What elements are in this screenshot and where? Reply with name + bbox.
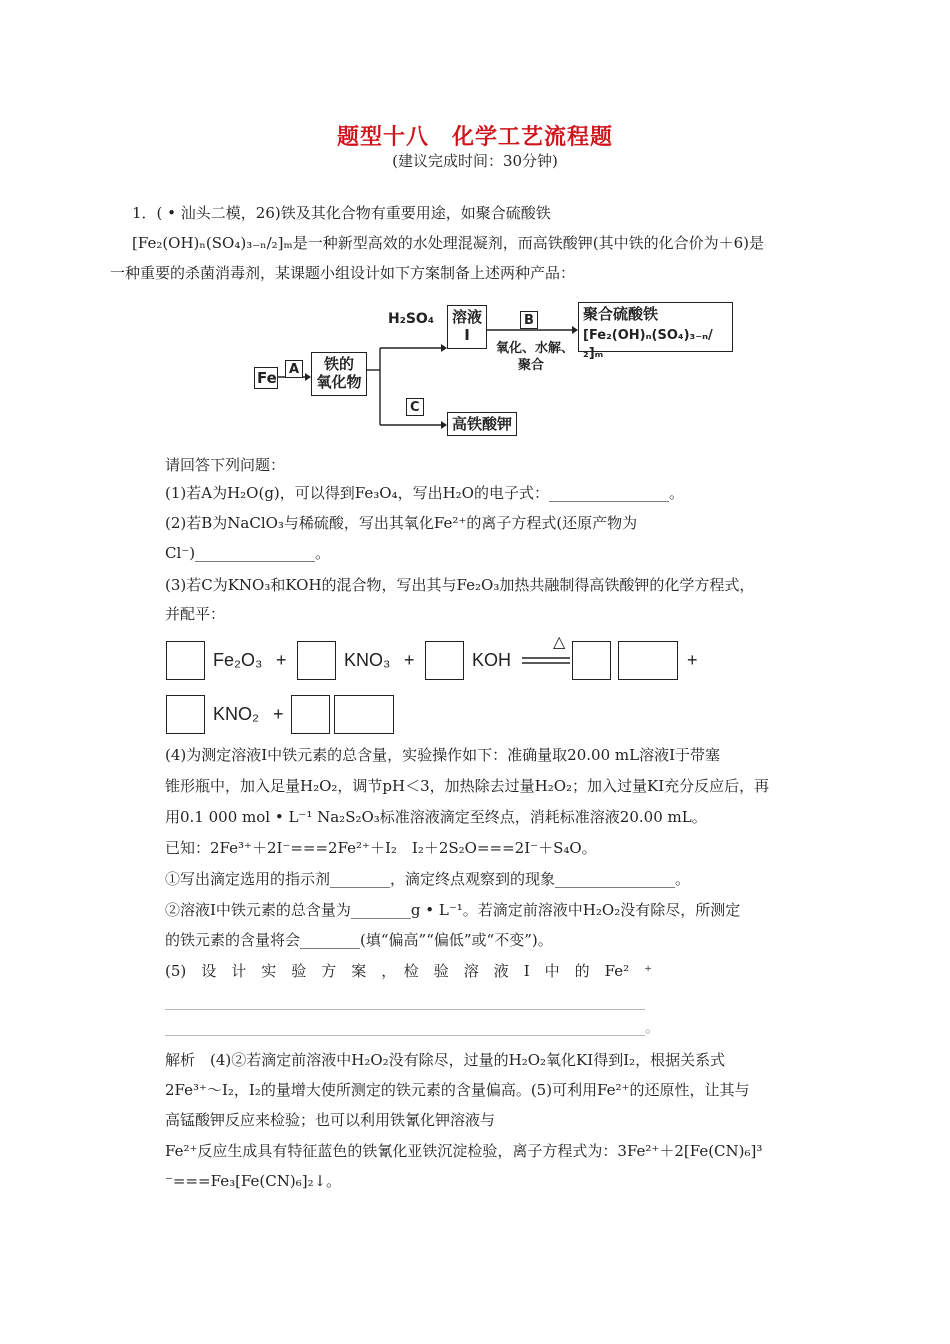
eq-equals-sign [522, 656, 570, 666]
coef-box-koh[interactable] [425, 641, 464, 680]
coef-box-product-2[interactable] [291, 695, 330, 734]
coef-box-fe2o3[interactable] [166, 641, 205, 680]
coef-box-product-1[interactable] [572, 641, 611, 680]
analysis-line5: ⁻===Fe₃[Fe(CN)₆]₂↓。 [165, 1172, 342, 1190]
part4-sub2-line2: 的铁元素的含量将会________(填“偏高”“偏低”或“不变”)。 [165, 931, 553, 949]
part3-question-line2: 并配平： [165, 605, 226, 623]
flow-step-line1: 氧化、水解、 [496, 341, 575, 356]
flow-node-product [578, 302, 733, 361]
part4-question-line2: 锥形瓶中，加入足量H₂O₂，调节pH＜3，加热除去过量H₂O₂；加入过量KI充分反应后，再 [165, 777, 770, 795]
flow-label-h2so4: H₂SO₄ [388, 311, 434, 327]
coef-box-kno3[interactable] [297, 641, 336, 680]
part4-known-equations: 已知：2Fe³⁺＋2I⁻===2Fe²⁺＋I₂ I₂＋2S₂O===2I⁻＋S₄O。 [165, 839, 597, 857]
flow-node-oxide-line2: 氧化物 [316, 373, 362, 391]
part5-answer-line2[interactable]: ________________________________________________________________。 [165, 1018, 661, 1036]
flow-node-fe: Fe [254, 367, 278, 389]
flow-node-solution [447, 305, 487, 349]
q1-intro-line2: [Fe₂(OH)ₙ(SO₄)₃₋ₙ/₂]ₘ是一种新型高效的水处理混凝剂，而高铁酸钾(其中铁的化合价为＋6)是 [132, 234, 764, 252]
part4-question-line1: (4)为测定溶液Ⅰ中铁元素的总含量，实验操作如下：准确量取20.00 mL溶液Ⅰ于带塞 [165, 746, 720, 764]
part2-question-line1: (2)若B为NaClO₃与稀硫酸，写出其氧化Fe²⁺的离子方程式(还原产物为 [165, 514, 638, 532]
part3-question-line1: (3)若C为KNO₃和KOH的混合物，写出其与Fe₂O₃加热共融制得高铁酸钾的化学方程式， [165, 576, 755, 594]
eq-plus-3: + [687, 650, 698, 670]
flow-label-b: B [520, 311, 538, 329]
flow-label-a: A [285, 360, 303, 378]
analysis-line4: Fe²⁺反应生成具有特征蓝色的铁氰化亚铁沉淀检验，离子方程式为：3Fe²⁺＋2[Fe(CN)₆]³ [165, 1142, 763, 1160]
eq-kno2: KNO₂ [213, 704, 259, 724]
flow-arrows [0, 0, 950, 440]
formula-box-product-2[interactable] [334, 695, 394, 734]
page-title: 题型十八 化学工艺流程题 [336, 124, 613, 150]
q1-intro-line3: 一种重要的杀菌消毒剂，某课题小组设计如下方案制备上述两种产品： [110, 264, 576, 282]
flow-node-oxide [311, 352, 367, 396]
part2-question-line2: Cl⁻)________________。 [165, 544, 331, 562]
eq-plus-4: + [273, 704, 284, 724]
flow-step-line2: 聚合 [518, 358, 545, 373]
flow-label-c: C [406, 398, 424, 416]
analysis-line2: 2Fe³⁺～I₂，I₂的量增大使所测定的铁元素的含量偏高。(5)可利用Fe²⁺的还原性，让其与 [165, 1081, 750, 1099]
analysis-line3: 高锰酸钾反应来检验；也可以利用铁氰化钾溶液与 [165, 1111, 496, 1129]
eq-plus-1: + [276, 650, 287, 670]
flow-node-solution-line2: Ⅰ [464, 326, 470, 344]
q1-intro-line1: 1．( • 汕头二模，26)铁及其化合物有重要用途，如聚合硫酸铁 [132, 204, 551, 222]
flow-node-oxide-line1: 铁的 [323, 355, 354, 373]
flow-node-product-line2: [Fe₂(OH)ₙ(SO₄)₃₋ₙ/₂]ₘ [583, 328, 713, 361]
flow-node-ferrate: 高铁酸钾 [447, 412, 517, 436]
eq-plus-2: + [404, 650, 415, 670]
part5-question: (5) 设 计 实 验 方 案 ， 检 验 溶 液 Ⅰ 中 的 Fe² ⁺ [165, 962, 653, 980]
part1-question: (1)若A为H₂O(g)，可以得到Fe₃O₄，写出H₂O的电子式：________________。 [165, 484, 684, 502]
part4-sub2-line1: ②溶液Ⅰ中铁元素的总含量为________g • L⁻¹。若滴定前溶液中H₂O₂没有除尽，所测定 [165, 901, 741, 919]
analysis-line1: 解析 (4)②若滴定前溶液中H₂O₂没有除尽，过量的H₂O₂氧化KI得到I₂，根据关系式 [165, 1051, 726, 1069]
eq-koh: KOH [472, 650, 512, 670]
part4-question-line3: 用0.1 000 mol • L⁻¹ Na₂S₂O₃标准溶液滴定至终点，消耗标准溶液20.00 mL。 [165, 808, 707, 826]
ask-line: 请回答下列问题： [165, 456, 286, 474]
part4-sub1: ①写出滴定选用的指示剂________，滴定终点观察到的现象________________。 [165, 870, 691, 888]
part5-answer-line1[interactable]: ________________________________________________________________ [165, 992, 645, 1010]
eq-heat-symbol: △ [553, 634, 566, 651]
flow-node-product-line1: 聚合硫酸铁 [583, 305, 659, 323]
formula-box-product-1[interactable] [618, 641, 678, 680]
page-subtitle: (建议完成时间：30分钟) [392, 152, 558, 170]
eq-fe2o3: Fe₂O₃ [213, 650, 263, 670]
flow-node-solution-line1: 溶液 [452, 308, 483, 326]
coef-box-kno2[interactable] [166, 695, 205, 734]
eq-kno3: KNO₃ [344, 650, 391, 670]
